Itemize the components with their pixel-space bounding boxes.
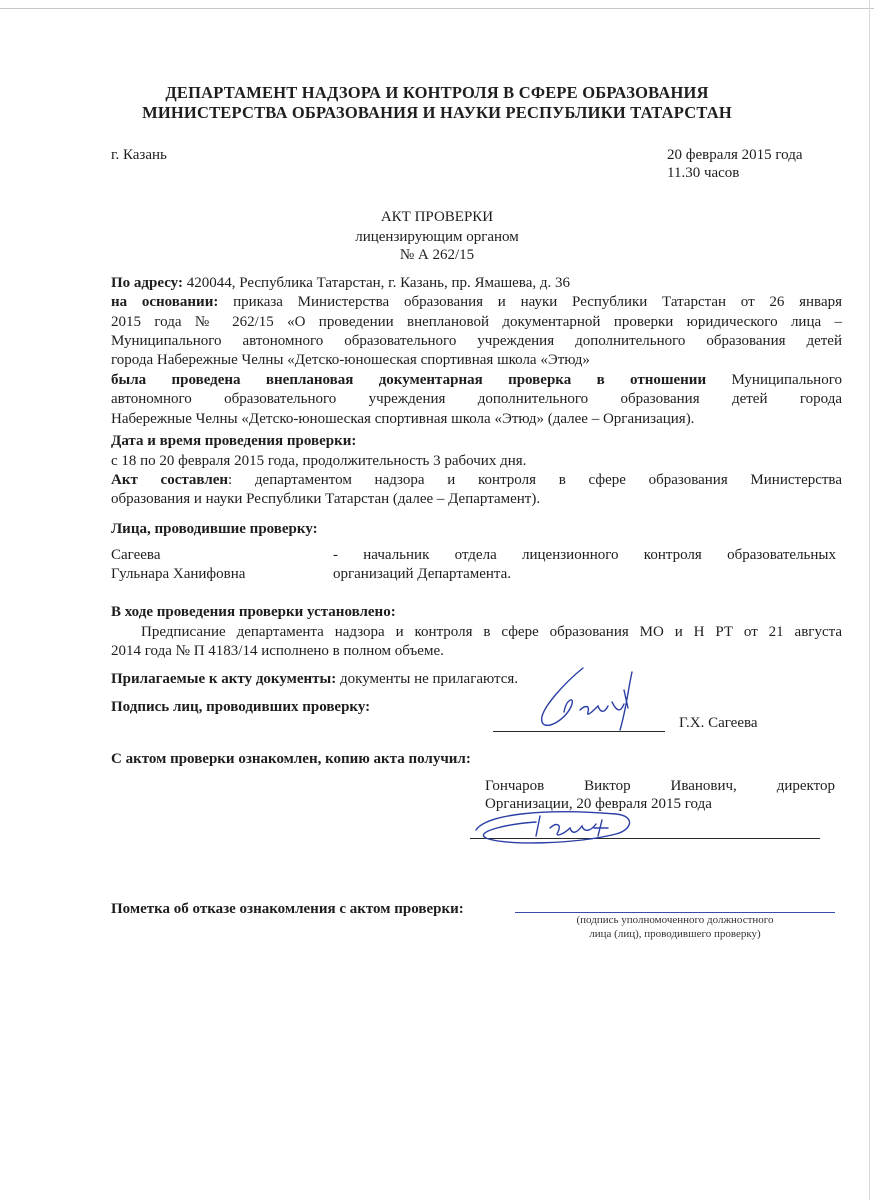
signature-label: Подпись лиц, проводивших проверку:: [111, 699, 371, 715]
acquainted-label: С актом проверки ознакомлен, копию акта получил:: [111, 751, 471, 767]
findings-line-2: 2014 года № П 4183/14 исполнено в полном объеме.: [111, 643, 444, 659]
persons-label: Лица, проводившие проверку:: [111, 521, 318, 537]
refusal-signature-line: [515, 912, 835, 913]
signature-goncharov: [466, 800, 646, 852]
recipient-line-2: Организации, 20 февраля 2015 года: [485, 796, 712, 812]
refusal-note-1: (подпись уполномоченного должностного: [576, 914, 774, 926]
act-number: № А 262/15: [399, 247, 475, 263]
refusal-label: Пометка об отказе ознакомления с актом проверки:: [111, 901, 464, 917]
basis-line-2: 2015 года № 262/15 «О проведении внеплановой документарной проверки юридического лица –: [111, 314, 842, 330]
person-role-1: - начальник отдела лицензионного контроля образовательных: [333, 547, 836, 563]
basis-label: на основании:: [111, 294, 219, 310]
time: 11.30 часов: [667, 165, 740, 181]
conducted-line-3: Набережные Челны «Детско-юношеская спортивная школа «Этюд» (далее – Организация).: [111, 411, 695, 427]
header-ministry: МИНИСТЕРСТВА ОБРАЗОВАНИЯ И НАУКИ РЕСПУБЛИКИ ТАТАРСТАН: [142, 103, 732, 122]
conducted-line-1: [111, 371, 842, 389]
person-name-1: Сагеева: [111, 547, 161, 563]
basis-text-1: приказа Министерства образования и науки Республики Татарстан от 26 января: [218, 294, 843, 310]
act-title: АКТ ПРОВЕРКИ: [380, 209, 494, 225]
act-subtitle: лицензирующим органом: [355, 229, 519, 245]
signer-name: Г.Х. Сагеева: [679, 715, 758, 731]
datetime-value: с 18 по 20 февраля 2015 года, продолжительность 3 рабочих дня.: [111, 453, 527, 469]
compiled-label: Акт составлен: [111, 472, 229, 488]
compiled-line-1: [111, 471, 842, 489]
address-line: [111, 274, 570, 292]
basis-line-4: города Набережные Челны «Детско-юношеская спортивная школа «Этюд»: [111, 352, 590, 368]
person-role-2: организаций Департамента.: [333, 566, 512, 582]
attached-line: [111, 670, 518, 688]
person-name-2: Гульнара Ханифовна: [111, 566, 246, 582]
address-value: 420044, Республика Татарстан, г. Казань, пр. Ямашева, д. 36: [182, 275, 570, 291]
findings-line-1: Предписание департамента надзора и контроля в сфере образования МО и Н РТ от 21 августа: [141, 624, 842, 640]
refusal-note-2: лица (лиц), проводившего проверку): [589, 928, 761, 940]
signature-sageeva: [528, 660, 648, 736]
attached-label: Прилагаемые к акту документы:: [111, 671, 337, 687]
date: 20 февраля 2015 года: [667, 147, 803, 163]
conducted-text-1: Муниципального: [706, 372, 842, 388]
city: г. Казань: [111, 147, 167, 163]
conducted-label: была проведена внеплановая документарная проверка в отношении: [111, 372, 707, 388]
scan-right-edge: [869, 0, 870, 1200]
basis-line-1: [111, 293, 842, 311]
header-department: ДЕПАРТАМЕНТ НАДЗОРА И КОНТРОЛЯ В СФЕРЕ ОБРАЗОВАНИЯ: [165, 83, 709, 102]
recipient-line-1: Гончаров Виктор Иванович, директор: [485, 778, 835, 794]
findings-label: В ходе проведения проверки установлено:: [111, 604, 396, 620]
scan-top-edge: [0, 8, 874, 9]
basis-line-3: Муниципального автономного образовательного учреждения дополнительного образования детей: [111, 333, 842, 349]
datetime-label: Дата и время проведения проверки:: [111, 433, 357, 449]
address-label: По адресу:: [111, 275, 183, 291]
compiled-line-2: образования и науки Республики Татарстан (далее – Департамент).: [111, 491, 541, 507]
attached-value: документы не прилагаются.: [336, 671, 519, 687]
conducted-line-2: автономного образовательного учреждения дополнительного образования детей города: [111, 391, 842, 407]
compiled-text-1: : департаментом надзора и контроля в сфере образования Министерства: [228, 472, 842, 488]
